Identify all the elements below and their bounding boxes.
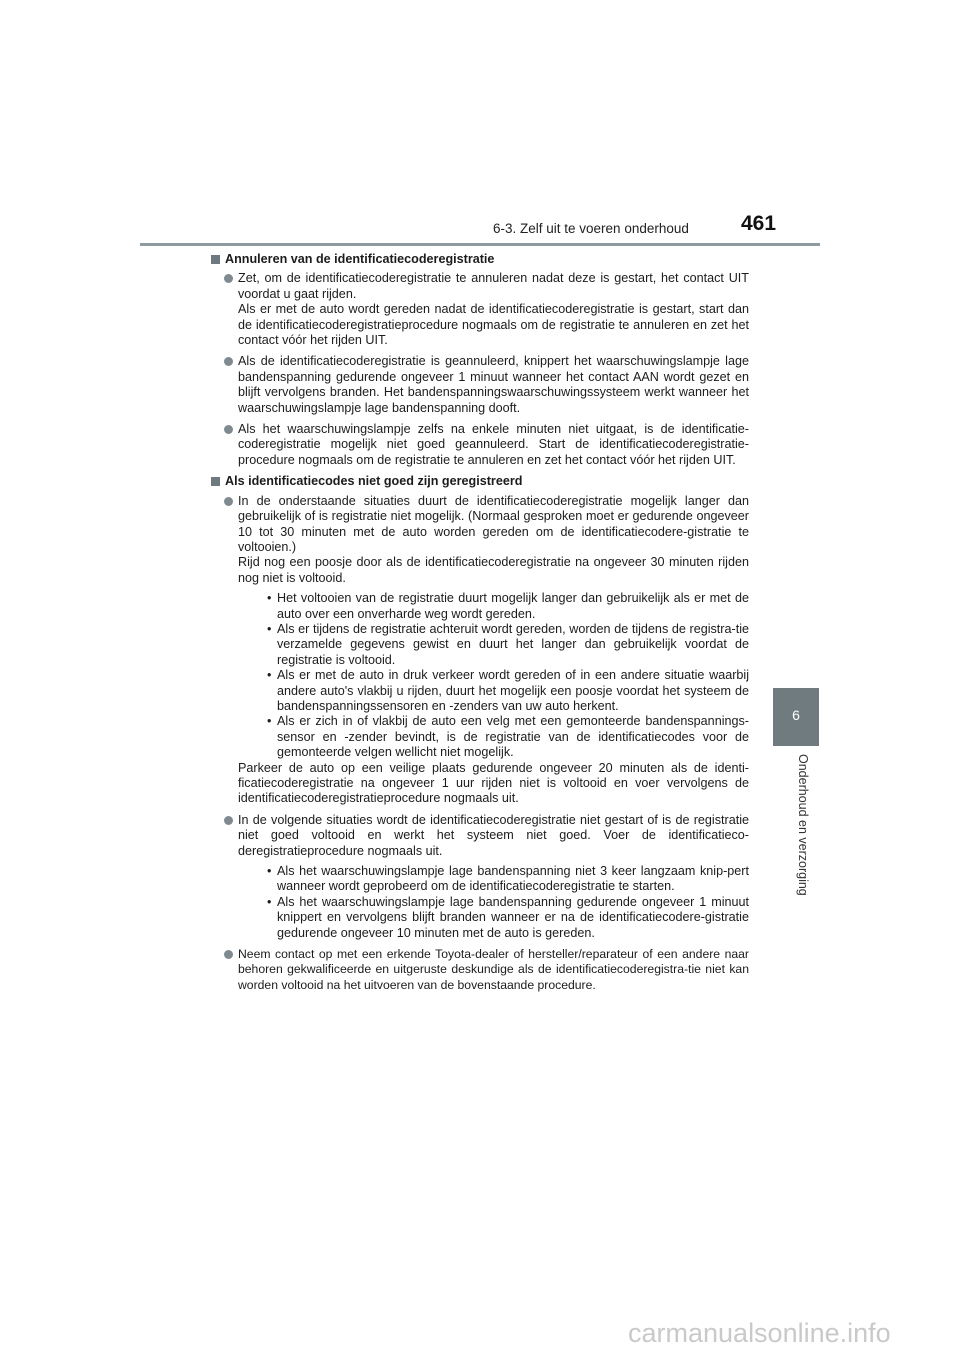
chapter-tab-number: 6 [792, 707, 800, 723]
section-heading: Als identificatiecodes niet goed zijn geregistreerd [211, 474, 749, 489]
chapter-tab-label: Onderhoud en verzorging [796, 754, 810, 896]
paragraph: Als er met de auto wordt gereden nadat de identificatiecoderegistratie is gestart, start dan de identificatiecoderegistratieprocedure nogmaals om de registratie te annuleren en zet het contact vóór het rijden UIT. [238, 302, 749, 348]
square-bullet-icon [211, 477, 220, 486]
bullet-item [211, 813, 749, 941]
round-bullet-icon [224, 357, 233, 366]
dot-marker: • [267, 591, 272, 606]
sub-list [211, 591, 749, 760]
paragraph: Als de identificatiecoderegistratie is geannuleerd, knippert het waarschuwingslampje lage bandenspanning gedurende ongeveer 1 minuut wanneer het contact AAN wordt gezet en blijft vervolgens branden. Het bandenspanningswaarschuwingssysteem werkt wanneer het waarschuwingslampje lage bandenspanning dooft. [238, 354, 749, 415]
dot-marker: • [267, 894, 272, 909]
round-bullet-icon [224, 425, 233, 434]
sub-list-item: • Als er tijdens de registratie achteruit wordt gereden, worden de tijdens de registra-tie verzamelde gegevens gewist en duurt het langer dan gebruikelijk voordat de registratie is voltooid. [267, 621, 749, 667]
paragraph: Neem contact op met een erkende Toyota-dealer of hersteller/reparateur of een andere naar behoren gekwalificeerde en uitgeruste deskundige als de identificatiecoderegistra-tie niet kan worden voltooid na het uitvoeren van de bovenstaande procedure. [238, 947, 749, 992]
dot-marker: • [267, 714, 272, 729]
round-bullet-icon [224, 274, 233, 283]
dot-marker: • [267, 668, 272, 683]
sub-list-item: • Als er zich in of vlakbij de auto een velg met een gemonteerde bandenspannings-sensor en -zender bevindt, is de registratie van de identificatiecodes voor de gemonteerde velgen wellicht niet mogelijk. [267, 714, 749, 760]
bullet-item [211, 271, 749, 348]
square-bullet-icon [211, 255, 220, 264]
sub-list [211, 864, 749, 941]
paragraph: Als het waarschuwingslampje zelfs na enkele minuten niet uitgaat, is de identificatie-coderegistratie mogelijk niet goed geannuleerd. Start de identificatiecoderegistratie-procedure nogmaals om de registratie te annuleren en zet het contact vóór het rijden UIT. [238, 422, 749, 467]
watermark: carmanualsonline.info [628, 1318, 891, 1348]
paragraph: Parkeer de auto op een veilige plaats gedurende ongeveer 20 minuten als de identi-ficatiecoderegistratie na ongeveer 1 uur rijden niet is voltooid en voer vervolgens de identificatiecoderegistratieprocedure nogmaals uit. [238, 760, 749, 806]
sub-list-item: • Als er met de auto in druk verkeer wordt gereden of in een andere situatie waarbij andere auto's vlakbij u rijden, duurt het mogelijk een poosje voordat het systeem de bandenspanningssensoren en -zenders van uw auto herkent. [267, 668, 749, 713]
paragraph: Rijd nog een poosje door als de identificatiecoderegistratie na ongeveer 30 minuten rijden nog niet is voltooid. [238, 555, 749, 585]
chapter-tab [773, 688, 819, 746]
round-bullet-icon [224, 816, 233, 825]
content [211, 252, 749, 999]
header-section-title: 6-3. Zelf uit te voeren onderhoud [493, 221, 689, 236]
round-bullet-icon [224, 497, 233, 506]
dot-marker: • [267, 621, 272, 636]
header-rule [140, 243, 820, 246]
bullet-item [211, 354, 749, 416]
sub-list-item: • Als het waarschuwingslampje lage bandenspanning niet 3 keer langzaam knip-pert wanneer wordt geprobeerd om de identificatiecoderegistratie te starten. [267, 864, 749, 894]
bullet-item [211, 422, 749, 468]
sub-list-item: • Als het waarschuwingslampje lage bandenspanning gedurende ongeveer 1 minuut knippert en vervolgens blijft branden wanneer er na de identificatiecodere-gistratie gedurende ongeveer 10 minuten met de auto is gereden. [267, 894, 749, 940]
paragraph: In de onderstaande situaties duurt de identificatiecoderegistratie mogelijk langer dan gebruikelijk of is registratie niet mogelijk. (Normaal gesproken moet er gedurende ongeveer 10 tot 30 minuten met de auto worden gereden om de identificatiecodere-gistratie te voltooien.) [238, 493, 749, 554]
section-heading: Annuleren van de identificatiecoderegistratie [211, 252, 749, 267]
bullet-item [211, 494, 749, 807]
sub-list-item: • Het voltooien van de registratie duurt mogelijk langer dan gebruikelijk als er met de auto over een onverharde weg wordt gereden. [267, 591, 749, 621]
paragraph: In de volgende situaties wordt de identificatiecoderegistratie niet gestart of is de registratie niet goed voltooid en werkt het systeem niet goed. Voer de identificatieco-deregistratieprocedure nogmaals uit. [238, 812, 749, 858]
dot-marker: • [267, 864, 272, 879]
round-bullet-icon [224, 950, 233, 959]
bullet-item [211, 947, 749, 993]
page-number: 461 [741, 212, 777, 235]
paragraph: Zet, om de identificatiecoderegistratie te annuleren nadat deze is gestart, het contact UIT voordat u gaat rijden. [238, 271, 749, 301]
